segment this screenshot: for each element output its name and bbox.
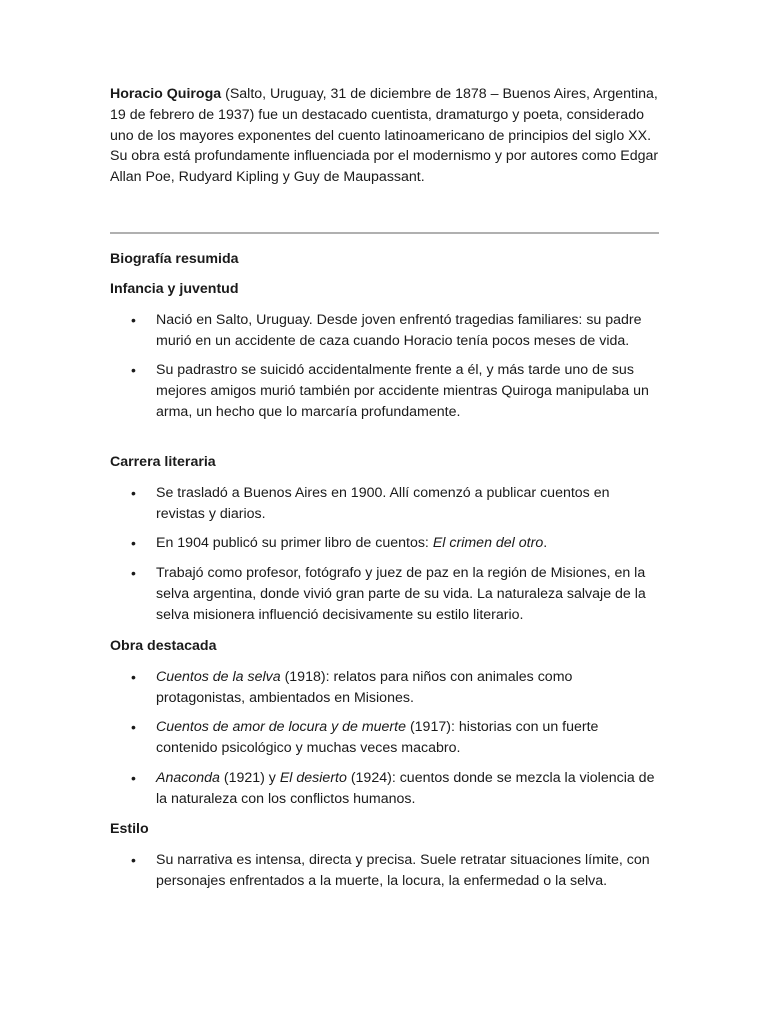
bullet-icon: • xyxy=(131,311,136,328)
bullet-icon: • xyxy=(131,719,136,736)
author-name: Horacio Quiroga xyxy=(110,86,222,102)
list-item xyxy=(110,360,662,422)
list-item-text: En 1904 publicó su primer libro de cuentos: xyxy=(156,535,433,552)
list-item xyxy=(110,717,662,759)
bullet-icon: • xyxy=(131,769,136,786)
career-list xyxy=(110,483,670,626)
list-item xyxy=(110,850,662,892)
list-item xyxy=(110,563,662,625)
childhood-heading: Infancia y juventud xyxy=(110,281,239,297)
works-list xyxy=(110,667,670,810)
book-title: Cuentos de la selva xyxy=(156,668,281,685)
list-item xyxy=(110,310,662,352)
bullet-icon: • xyxy=(131,851,136,868)
biography-heading: Biografía resumida xyxy=(110,251,239,267)
style-section xyxy=(110,819,670,891)
childhood-list xyxy=(110,310,670,423)
bullet-icon: • xyxy=(131,484,136,501)
intro-text: (Salto, Uruguay, 31 de diciembre de 1878 – Buenos Aires, Argentina, 19 de febrero de 1937) fue un destacado cuentista, dramaturgo y poeta, considerado uno de los mayores exponentes del cuento latinoamericano de principios del siglo XX. Su obra está profundamente influenciada por el modernismo y por autores como Edgar Allan Poe, Rudyard Kipling y Guy de Maupassant. xyxy=(110,86,659,186)
list-item-text: Trabajó como profesor, fotógrafo y juez de paz en la región de Misiones, en la selva argentina, donde vivió gran parte de su vida. La naturaleza salvaje de la selva misionera influenció decisivamente su estilo literario. xyxy=(156,565,646,623)
book-title: El crimen del otro xyxy=(432,535,544,552)
list-item xyxy=(110,533,662,554)
career-heading: Carrera literaria xyxy=(110,454,216,470)
horizontal-divider xyxy=(110,232,659,234)
list-item-text: (1917): historias con un fuerte contenido psicológico y muchas veces macabro. xyxy=(156,719,599,757)
book-title: El desierto xyxy=(279,769,347,786)
bullet-icon: • xyxy=(131,668,136,685)
style-list xyxy=(110,850,670,892)
book-title: Anaconda xyxy=(156,769,220,786)
list-item-text: (1921) y xyxy=(219,769,280,786)
childhood-section xyxy=(110,279,670,423)
intro-paragraph xyxy=(110,84,662,188)
career-section xyxy=(110,452,670,626)
bullet-icon: • xyxy=(131,535,136,552)
works-heading: Obra destacada xyxy=(110,638,217,654)
list-item-text: Nació en Salto, Uruguay. Desde joven enfrentó tragedias familiares: su padre murió en un accidente de caza cuando Horacio tenía pocos meses de vida. xyxy=(156,311,642,349)
list-item-text: Su narrativa es intensa, directa y precisa. Suele retratar situaciones límite, con personajes enfrentados a la muerte, la locura, la enfermedad o la selva. xyxy=(156,851,650,889)
list-item-text: Se trasladó a Buenos Aires en 1900. Allí comenzó a publicar cuentos en revistas y diarios. xyxy=(156,484,610,522)
works-section xyxy=(110,636,670,810)
list-item xyxy=(110,667,662,709)
bullet-icon: • xyxy=(131,362,136,379)
list-item-text: . xyxy=(543,535,548,552)
list-item xyxy=(110,483,662,525)
list-item-text: Su padrastro se suicidó accidentalmente frente a él, y más tarde uno de sus mejores amigos murió también por accidente mientras Quiroga manipulaba un arma, un hecho que lo marcaría profundamente. xyxy=(156,362,649,420)
list-item-text: (1918): relatos para niños con animales como protagonistas, ambientados en Misiones. xyxy=(156,668,573,706)
list-item-text: (1924): cuentos donde se mezcla la violencia de la naturaleza con los conflictos humanos. xyxy=(156,769,655,807)
biography-section xyxy=(110,249,670,270)
style-heading: Estilo xyxy=(110,821,149,837)
book-title: Cuentos de amor de locura y de muerte xyxy=(156,719,406,736)
bullet-icon: • xyxy=(131,565,136,582)
list-item xyxy=(110,768,662,810)
